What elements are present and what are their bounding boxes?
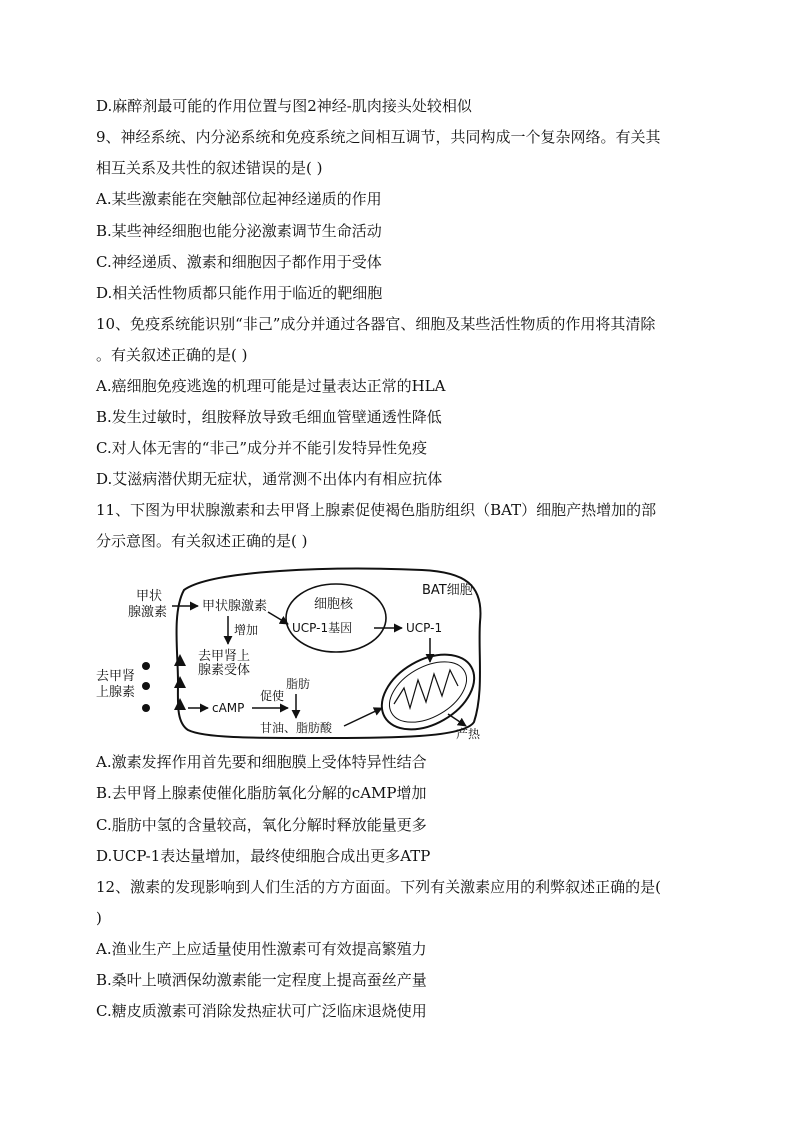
question-11-stem: 11、下图为甲状腺激素和去甲肾上腺素促使褐色脂肪组织（BAT）细胞产热增加的部	[96, 501, 657, 519]
ne-molecule	[142, 682, 150, 690]
increase-label: 增加	[234, 623, 259, 637]
to-mito-arrow	[344, 708, 382, 726]
receptor-icon	[174, 654, 186, 666]
option-a: A.癌细胞免疫逃逸的机理可能是过量表达正常的HLA	[96, 377, 446, 395]
option-b: B.发生过敏时，组胺释放导致毛细血管壁通透性降低	[96, 408, 442, 426]
option-a: A.激素发挥作用首先要和细胞膜上受体特异性结合	[96, 753, 427, 771]
ne-receptor-label: 腺素受体	[198, 663, 251, 678]
option-c: C.对人体无害的“非己”成分并不能引发特异性免疫	[96, 439, 428, 457]
bat-cell-label: BAT细胞	[422, 583, 473, 598]
option-a: A.渔业生产上应适量使用性激素可有效提高繁殖力	[96, 940, 427, 958]
heat-label: 产热	[456, 727, 481, 740]
option-b: B.桑叶上喷洒保幼激素能一定程度上提高蚕丝产量	[96, 971, 427, 989]
mitochondrion-inner	[379, 649, 477, 734]
option-d: D.艾滋病潜伏期无症状，通常测不出体内有相应抗体	[96, 470, 443, 488]
option-b: B.去甲肾上腺素使催化脂肪氧化分解的cAMP增加	[96, 784, 427, 802]
text-line: D.麻醉剂最可能的作用位置与图2神经-肌肉接头处较相似	[96, 97, 472, 115]
glycerol-fatty-acid-label: 甘油、脂肪酸	[260, 721, 333, 735]
thyroid-hormone-inside-label: 甲状腺激素	[202, 599, 268, 614]
option-d: D.UCP-1表达量增加，最终使细胞合成出更多ATP	[96, 847, 431, 865]
ne-receptor-label: 去甲肾上	[198, 649, 251, 664]
question-10-stem: 10、免疫系统能识别“非己”成分并通过各器官、细胞及某些活性物质的作用将其清除	[96, 315, 656, 333]
thyroid-hormone-outside-label: 腺激素	[128, 605, 168, 620]
mitochondrion	[369, 639, 488, 740]
question-9-stem: 9、神经系统、内分泌系统和免疫系统之间相互调节，共同构成一个复杂网络。有关其	[96, 128, 661, 146]
question-9-stem: 相互关系及共性的叙述错误的是( )	[96, 159, 323, 177]
question-12-stem: 12、激素的发现影响到人们生活的方方面面。下列有关激素应用的利弊叙述正确的是(	[96, 878, 661, 896]
ucp1-gene-label: UCP-1基因	[292, 621, 353, 635]
question-10-stem: 。有关叙述正确的是( )	[96, 346, 248, 364]
option-c: C.脂肪中氢的含量较高，氧化分解时释放能量更多	[96, 816, 427, 834]
nucleus	[286, 584, 386, 652]
camp-label: cAMP	[212, 701, 245, 715]
nucleus-label: 细胞核	[314, 597, 354, 612]
promote-label: 促使	[260, 689, 285, 703]
question-12-stem: )	[96, 909, 102, 927]
cristae	[394, 670, 458, 708]
option-d: D.相关活性物质都只能作用于临近的靶细胞	[96, 284, 383, 302]
ne-outside-label: 去甲肾	[96, 669, 136, 684]
option-a: A.某些激素能在突触部位起神经递质的作用	[96, 190, 382, 208]
option-c: C.神经递质、激素和细胞因子都作用于受体	[96, 253, 382, 271]
option-b: B.某些神经细胞也能分泌激素调节生命活动	[96, 222, 382, 240]
ne-molecule	[142, 662, 150, 670]
question-11-stem: 分示意图。有关叙述正确的是( )	[96, 532, 308, 550]
option-c: C.糖皮质激素可消除发热症状可广泛临床退烧使用	[96, 1002, 427, 1020]
ne-outside-label: 上腺素	[96, 685, 136, 700]
ucp1-label: UCP-1	[406, 621, 443, 635]
to-gene-arrow	[268, 612, 288, 624]
receptor-icon	[174, 698, 186, 710]
fat-label: 脂肪	[286, 677, 311, 691]
bat-cell-diagram	[92, 562, 492, 740]
ne-molecule	[142, 704, 150, 712]
receptor-icon	[174, 676, 186, 688]
thyroid-hormone-outside-label: 甲状	[136, 589, 163, 604]
heat-arrow	[448, 714, 466, 726]
